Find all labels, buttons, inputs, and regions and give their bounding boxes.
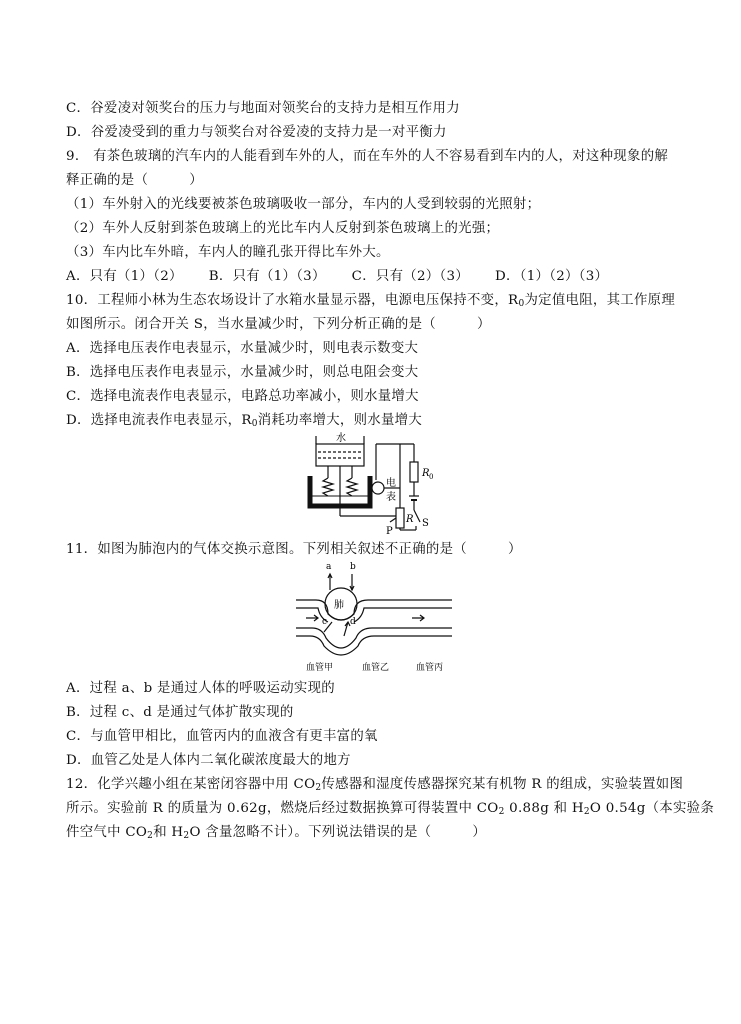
q9-option-c: C．只有（2）（3） — [351, 269, 469, 284]
resistor-r0 — [410, 462, 418, 482]
vessel-upper-wall — [296, 600, 452, 620]
label-vessel-b: 血管乙 — [362, 663, 390, 673]
q9-option-b: B．只有（1）（3） — [208, 269, 326, 284]
label-meter-2: 表 — [386, 492, 396, 503]
label-vessel-a: 血管甲 — [306, 663, 334, 673]
q12-line1-subscript: 2 — [315, 783, 322, 793]
q9-statement-2: （2）车外人反射到茶色玻璃上的光比车内人反射到茶色玻璃上的光强； — [66, 221, 500, 236]
q12-line3-text-c: O 含量忽略不计）。下列说法错误的是（ ） — [189, 825, 487, 840]
label-p: P — [386, 526, 393, 537]
q12-line2-text-a: 所示。实验前 R 的质量为 0.62g，燃烧后经过数据换算可得装置中 CO — [66, 801, 499, 816]
q9-stem-line2: 释正确的是（ ） — [66, 173, 203, 188]
q10-stem-line2: 如图所示。闭合开关 S，当水量减少时，下列分析正确的是（ ） — [66, 317, 491, 332]
q12-line2-text-b: 0.88g 和 H — [504, 801, 584, 816]
q12-line1-text-a: 12．化学兴趣小组在某密闭容器中用 CO — [66, 777, 316, 792]
q9-option-d: D．（1）（2）（3） — [495, 269, 609, 284]
q12-line2-text-c: O 0.54g（本实验条 — [589, 801, 715, 816]
q10-option-d-text-a: D．选择电流表作电表显示，R — [66, 413, 252, 428]
q9-statement-3: （3）车内比车外暗，车内人的瞳孔张开得比车外大。 — [66, 245, 390, 260]
q12-line3-text-b: 和 H — [153, 825, 184, 840]
q12-stem-line3 — [66, 824, 486, 841]
label-a: a — [326, 562, 332, 572]
q12-line1-text-b: 传感器和湿度传感器探究某有机物 R 的组成，实验装置如图 — [321, 777, 684, 792]
label-r0: R — [422, 468, 430, 479]
q10-stem-text-b: 为定值电阻，其工作原理 — [524, 293, 676, 308]
water-tank — [316, 444, 364, 466]
label-meter-1: 电 — [386, 478, 396, 489]
q9-stem-line1: 9． 有茶色玻璃的汽车内的人能看到车外的人，而在车外的人不容易看到车内的人，对这种现象的解 — [66, 149, 669, 164]
q9-option-a: A．只有（1）（2） — [66, 269, 183, 284]
q10-stem-line1 — [66, 292, 675, 309]
q12-line3-text-a: 件空气中 CO — [66, 825, 148, 840]
q11-alveolus-diagram — [292, 560, 456, 676]
q10-option-a: A．选择电压表作电表显示，水量减少时，则电表示数变大 — [66, 341, 419, 356]
q10-option-c: C．选择电流表作电表显示，电路总功率减小，则水量增大 — [66, 389, 419, 404]
meter-icon — [372, 482, 384, 494]
label-vessel-c: 血管丙 — [416, 663, 444, 673]
label-d: d — [350, 617, 356, 627]
label-r0-sub: 0 — [429, 473, 434, 481]
spring-left — [323, 478, 333, 496]
q10-option-d-text-b: 消耗功率增大，则水量增大 — [257, 413, 423, 428]
q10-circuit-diagram — [296, 430, 446, 538]
q9-statement-1: （1）车外射入的光线要被茶色玻璃吸收一部分，车内的人受到较弱的光照射； — [66, 197, 541, 212]
q10-stem-text-a: 10．工程师小林为生态农场设计了水箱水量显示器，电源电压保持不变，R — [66, 293, 519, 308]
q12-line2-subscript-2: 2 — [583, 807, 590, 817]
q12-stem-line2 — [66, 800, 714, 817]
q11-stem: 11．如图为肺泡内的气体交换示意图。下列相关叙述不正确的是（ ） — [66, 542, 522, 557]
q12-line3-subscript-2: 2 — [183, 831, 190, 841]
slider-arrow — [390, 518, 396, 522]
label-b: b — [350, 562, 356, 572]
spring-right — [347, 478, 357, 496]
q10-option-d — [66, 412, 422, 429]
q12-line2-subscript-1: 2 — [498, 807, 505, 817]
q11-option-c: C．与血管甲相比，血管丙内的血液含有更丰富的氧 — [66, 729, 378, 744]
label-water: 水 — [336, 433, 346, 444]
vessel-lower-wall — [296, 628, 452, 648]
label-s: S — [422, 518, 429, 529]
q11-option-b: B．过程 c、d 是通过气体扩散实现的 — [66, 705, 294, 720]
q12-line3-subscript-1: 2 — [147, 831, 154, 841]
q10-option-d-subscript: 0 — [251, 419, 258, 429]
variable-resistor-r — [396, 508, 404, 528]
q11-option-d: D．血管乙处是人体内二氧化碳浓度最大的地方 — [66, 753, 351, 768]
q9-options — [66, 268, 608, 285]
label-c: c — [322, 617, 328, 627]
q10-stem-subscript: 0 — [518, 299, 525, 309]
q12-stem-line1 — [66, 776, 683, 793]
label-r: R — [406, 514, 414, 525]
label-lung: 肺 — [334, 600, 344, 611]
q8-option-d: D．谷爱凌受到的重力与领奖台对谷爱凌的支持力是一对平衡力 — [66, 125, 447, 140]
q8-option-c: C．谷爱凌对领奖台的压力与地面对领奖台的支持力是相互作用力 — [66, 101, 460, 116]
q11-option-a: A．过程 a、b 是通过人体的呼吸运动实现的 — [66, 681, 335, 696]
q10-option-b: B．选择电压表作电表显示，水量减少时，则总电阻会变大 — [66, 365, 419, 380]
